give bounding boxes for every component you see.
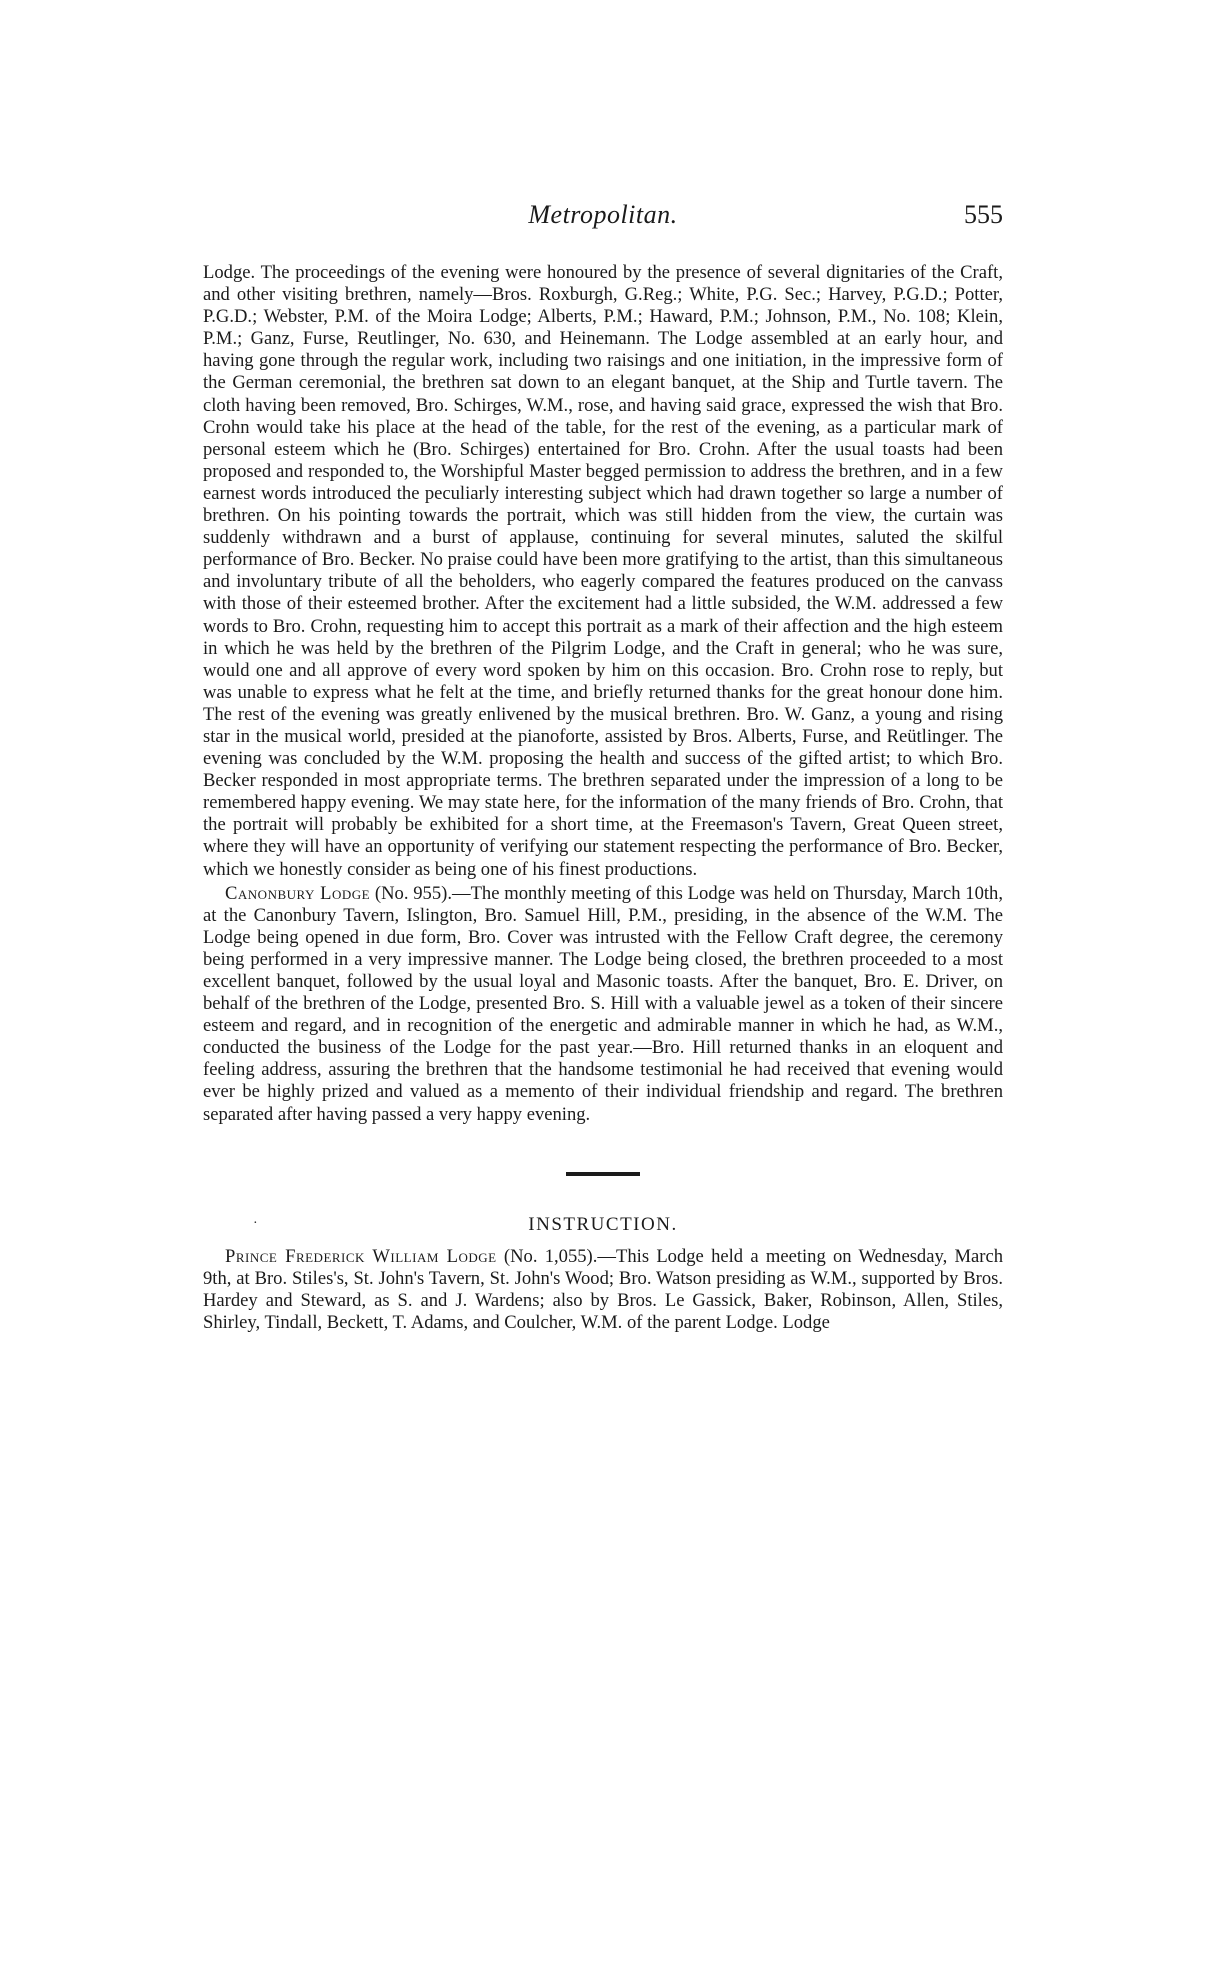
section-divider (566, 1172, 640, 1176)
page-number: 555 (964, 200, 1003, 229)
paragraph-canonbury-body: (No. 955).—The monthly meeting of this Lodge was held on Thursday, March 10th, at the Canonbury Tavern, Islington, Bro. Samuel Hill, P.M., presiding, in the absence of the W.M. The Lodge being opened in due form, Bro. Cover was intrusted with the Fellow Craft degree, the ceremony being performed in a very impressive manner. The Lodge being closed, the brethren proceeded to a most excellent banquet, followed by the usual loyal and Masonic toasts. After the banquet, Bro. E. Driver, on behalf of the brethren of the Lodge, presented Bro. S. Hill with a valuable jewel as a token of their sincere esteem and regard, and in recognition of the energetic and admirable manner in which he had, as W.M., conducted the business of the Lodge for the past year.—Bro. Hill returned thanks in an eloquent and feeling address, assuring the brethren that the handsome testimonial he had received that evening would ever be highly prized and valued as a memento of their individual friendship and regard. The brethren separated after having passed a very happy evening. (203, 882, 1003, 1125)
paragraph-canonbury-lodge (203, 883, 1003, 1126)
section-heading-instruction (203, 1214, 1003, 1236)
paragraph-prince-frederick-william-lodge (203, 1246, 1003, 1334)
lodge-name-canonbury: Canonbury Lodge (225, 882, 371, 904)
running-title: Metropolitan. (528, 200, 678, 229)
section-heading-text: INSTRUCTION. (528, 1213, 678, 1235)
lodge-name-prince-frederick-william: Prince Frederick William Lodge (225, 1245, 497, 1267)
page (203, 200, 1003, 1334)
running-head (203, 200, 1003, 240)
bullet-mark: · (253, 1215, 260, 1231)
paragraph-pilgrim-lodge-continued: Lodge. The proceedings of the evening were honoured by the presence of several dignitaries of the Craft, and other visiting brethren, namely—Bros. Roxburgh, G.Reg.; White, P.G. Sec.; Harvey, P.G.D.; Potter, P.G.D.; Webster, P.M. of the Moira Lodge; Alberts, P.M.; Haward, P.M.; Johnson, P.M., No. 108; Klein, P.M.; Ganz, Furse, Reutlinger, No. 630, and Heinemann. The Lodge assembled at an early hour, and having gone through the regular work, including two raisings and one initiation, in the impressive form of the German ceremonial, the brethren sat down to an elegant banquet, at the Ship and Turtle tavern. The cloth having been removed, Bro. Schirges, W.M., rose, and having said grace, expressed the wish that Bro. Crohn would take his place at the head of the table, for the rest of the evening, as a particular mark of personal esteem which he (Bro. Schirges) entertained for Bro. Crohn. After the usual toasts had been proposed and responded to, the Worshipful Master begged permission to address the brethren, and in a few earnest words introduced the peculiarly interesting subject which had drawn together so large a number of brethren. On his pointing towards the portrait, which was still hidden from the view, the curtain was suddenly withdrawn and a burst of applause, continuing for several minutes, saluted the skilful performance of Bro. Becker. No praise could have been more gratifying to the artist, than this simultaneous and involuntary tribute of all the beholders, who eagerly compared the features produced on the canvass with those of their esteemed brother. After the excitement had a little subsided, the W.M. addressed a few words to Bro. Crohn, requesting him to accept this portrait as a mark of their affection and the high esteem in which he was held by the brethren of the Pilgrim Lodge, and the Craft in general; who he was sure, would one and all approve of every word spoken by him on this occasion. Bro. Crohn rose to reply, but was unable to express what he felt at the time, and briefly returned thanks for the great honour done him. The rest of the evening was greatly enlivened by the musical brethren. Bro. W. Ganz, a young and rising star in the musical world, presided at the pianoforte, assisted by Bros. Alberts, Furse, and Reütlinger. The evening was concluded by the W.M. proposing the health and success of the gifted artist; to which Bro. Becker responded in most appropriate terms. The brethren separated under the impression of a long to be remembered happy evening. We may state here, for the information of the many friends of Bro. Crohn, that the portrait will probably be exhibited for a short time, at the Freemason's Tavern, Great Queen street, where they will have an opportunity of verifying our statement respecting the performance of Bro. Becker, which we honestly consider as being one of his finest productions. (203, 262, 1003, 880)
paragraph-prince-frederick-william-body: (No. 1,055).—This Lodge held a meeting on Wednesday, March 9th, at Bro. Stiles's, St. John's Tavern, St. John's Wood; Bro. Watson presiding as W.M., supported by Bros. Hardey and Steward, as S. and J. Wardens; also by Bros. Le Gassick, Baker, Robinson, Allen, Stiles, Shirley, Tindall, Beckett, T. Adams, and Coulcher, W.M. of the parent Lodge. Lodge (203, 1245, 1004, 1333)
